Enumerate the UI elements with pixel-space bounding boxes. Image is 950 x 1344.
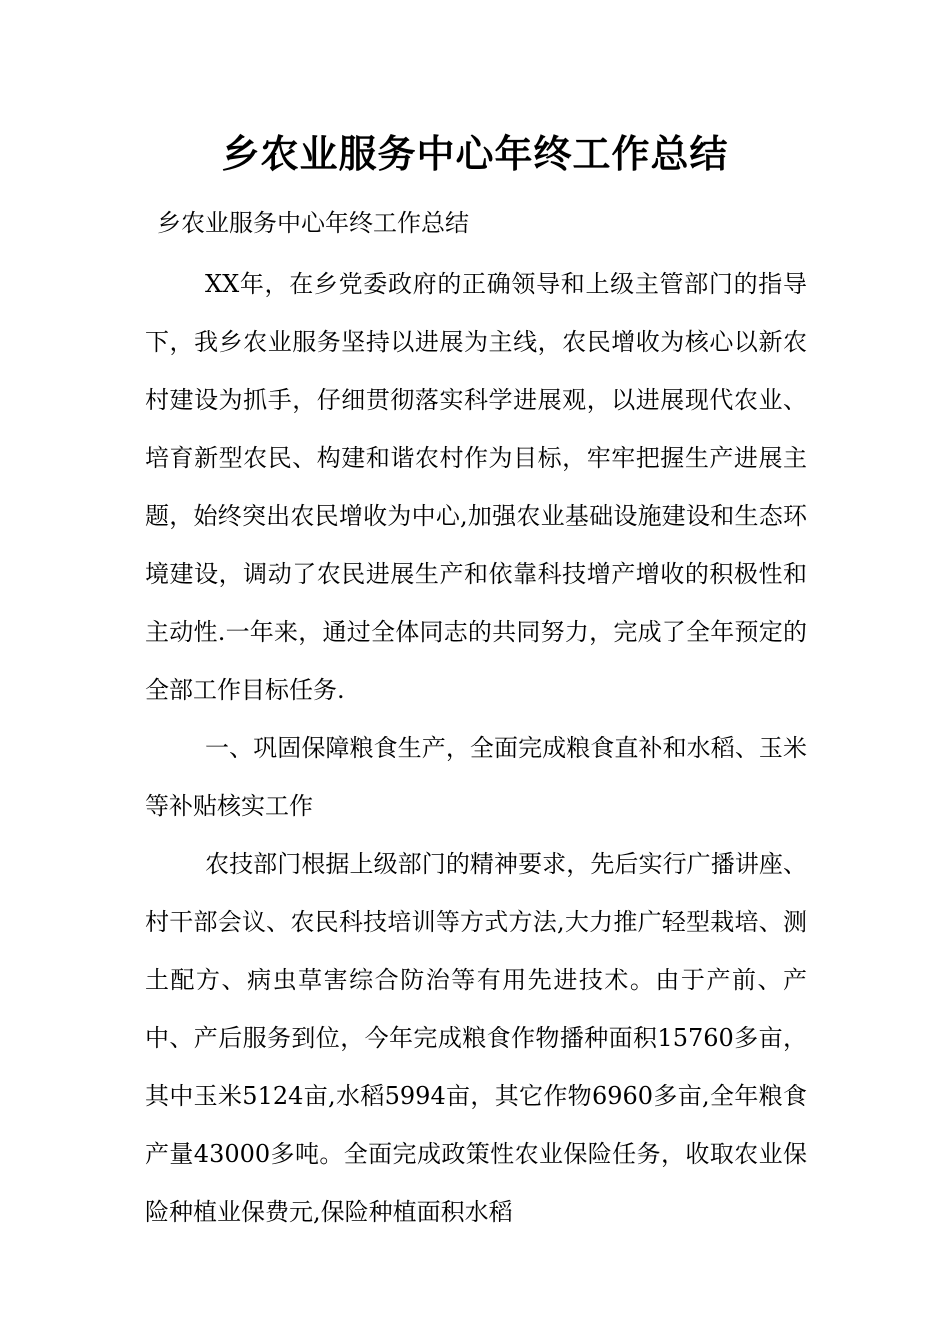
section-heading-1: 一、巩固保障粮食生产，全面完成粮食直补和水稻、玉米等补贴核实工作: [145, 734, 807, 820]
document-title: 乡农业服务中心年终工作总结: [221, 132, 729, 176]
document-body: [145, 255, 807, 1241]
paragraph-section-1: 农技部门根据上级部门的精神要求，先后实行广播讲座、村干部会议、农民科技培训等方式方法,大力推广轻型栽培、测土配方、病虫草害综合防治等有用先进技术。由于产前、产中、产后服务到位，今年完成粮食作物播种面积15760多亩，其中玉米5124亩,水稻5994亩，其它作物6960多亩,全年粮食产量43000多吨。全面完成政策性农业保险任务，收取农业保险种植业保费元,保险种植面积水稻: [145, 850, 807, 1226]
paragraph-intro: XX年，在乡党委政府的正确领导和上级主管部门的指导下，我乡农业服务坚持以进展为主线，农民增收为核心以新农村建设为抓手，仔细贯彻落实科学进展观，以进展现代农业、培育新型农民、构建和谐农村作为目标，牢牢把握生产进展主题，始终突出农民增收为中心,加强农业基础设施建设和生态环境建设，调动了农民进展生产和依靠科技增产增收的积极性和主动性.一年来，通过全体同志的共同努力，完成了全年预定的全部工作目标任务.: [145, 270, 807, 704]
document-subtitle: 乡农业服务中心年终工作总结: [157, 209, 469, 237]
